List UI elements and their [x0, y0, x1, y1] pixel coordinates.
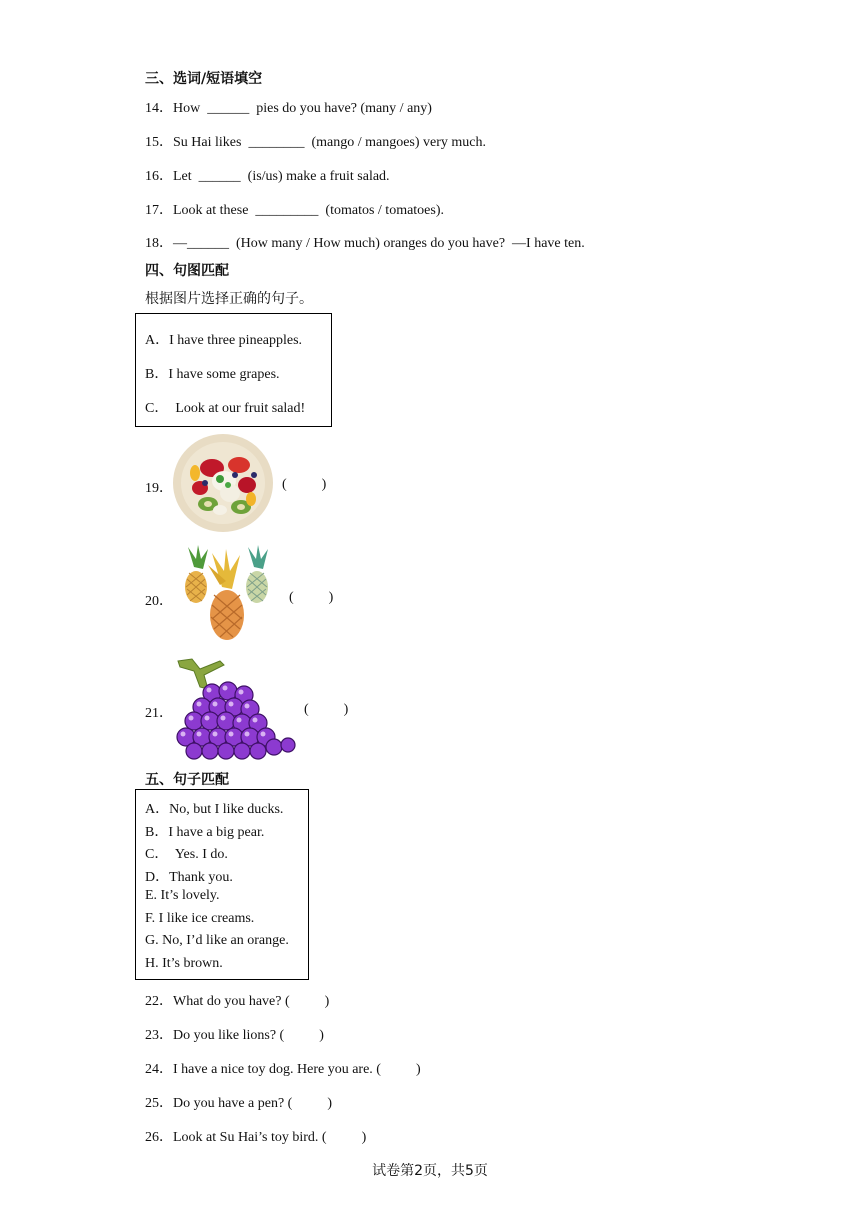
option-h: H. It’s brown.	[145, 956, 223, 971]
option-d: D．Thank you.	[145, 870, 233, 885]
question-16: 16．Let ______ (is/us) make a fruit salad.	[145, 169, 390, 184]
section-5-title: 五、句子匹配	[145, 772, 229, 788]
question-19-number: 19．	[145, 481, 173, 496]
question-15: 15．Su Hai likes ________ (mango / mangoes) very much.	[145, 135, 487, 150]
question-17: 17．Look at these _________ (tomatos / tomatoes).	[145, 203, 445, 218]
section-4-title: 四、句图匹配	[145, 263, 229, 279]
page-footer: 试卷第2页，共5页	[372, 1163, 488, 1179]
question-25: 25．Do you have a pen? ( )	[145, 1096, 333, 1111]
fruit-salad-plate-image	[172, 433, 274, 533]
section-3-title: 三、选词/短语填空	[145, 71, 263, 87]
option-box-sentence-match	[135, 789, 309, 980]
option-c: C． Look at our fruit salad!	[145, 401, 306, 416]
question-22: 22．What do you have? ( )	[145, 994, 330, 1009]
question-19-answer-blank[interactable]: ( )	[282, 477, 327, 492]
question-23: 23．Do you like lions? ( )	[145, 1028, 324, 1043]
question-21-number: 21．	[145, 706, 173, 721]
question-18: 18．—______ (How many / How much) oranges do you have? —I have ten.	[145, 236, 585, 251]
grapes-bunch-image	[172, 657, 298, 761]
option-b: B．I have a big pear.	[145, 825, 265, 840]
option-a: A．No, but I like ducks.	[145, 802, 284, 817]
option-box-picture-match	[135, 313, 332, 427]
question-14: 14．How ______ pies do you have? (many / any)	[145, 101, 432, 116]
question-21-answer-blank[interactable]: ( )	[304, 702, 349, 717]
question-24: 24．I have a nice toy dog. Here you are. ( )	[145, 1062, 421, 1077]
section-4-instruction: 根据图片选择正确的句子。	[145, 291, 313, 307]
question-20-number: 20．	[145, 594, 173, 609]
option-g: G. No, I’d like an orange.	[145, 933, 289, 948]
three-pineapples-image	[178, 545, 274, 643]
question-20-answer-blank[interactable]: ( )	[289, 590, 334, 605]
question-26: 26．Look at Su Hai’s toy bird. ( )	[145, 1130, 367, 1145]
option-f: F. I like ice creams.	[145, 911, 255, 926]
option-e: E. It’s lovely.	[145, 888, 220, 903]
option-c: C． Yes. I do.	[145, 847, 228, 862]
option-a: A．I have three pineapples.	[145, 333, 303, 348]
option-b: B．I have some grapes.	[145, 367, 280, 382]
